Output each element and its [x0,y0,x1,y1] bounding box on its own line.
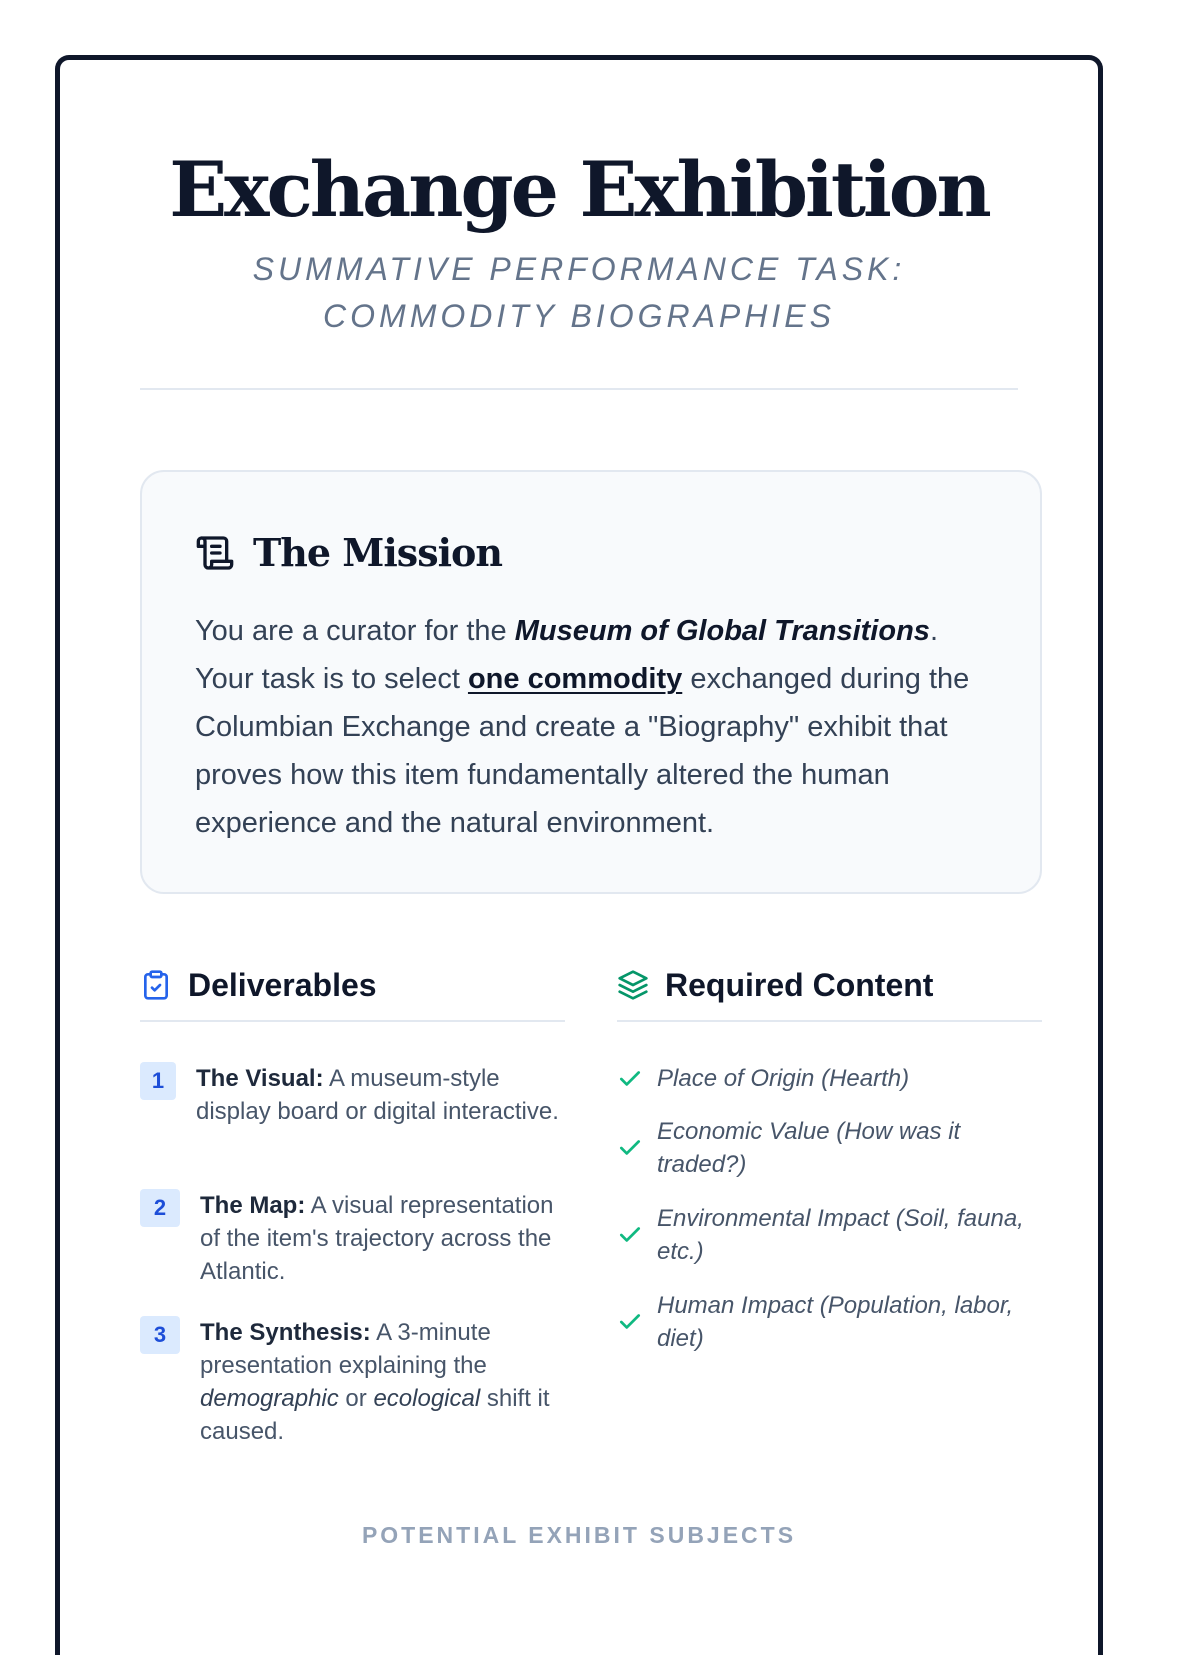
required-item: Human Impact (Population, labor, diet) [657,1292,1014,1352]
museum-name: Museum of Global Transitions [514,615,930,647]
commodity-emphasis: one commodity [467,663,683,695]
deliverable-desc: A 3-minute presentation explaining the [200,1319,491,1379]
layers-icon [617,969,649,1001]
deliverables-section [140,960,565,1445]
deliverable-desc: A museum-style display board or digital interactive. [196,1065,559,1125]
deliverable-text [200,1189,565,1288]
required-item: Environmental Impact (Soil, fauna, etc.) [657,1205,1024,1265]
required-content-header [617,960,1042,1022]
required-content-section [617,960,1042,1352]
deliverable-emphasis: demographic [200,1385,339,1412]
deliverable-label: The Visual: [196,1065,324,1092]
required-item: Economic Value (How was it traded?) [657,1118,961,1178]
page-title: Exchange Exhibition [169,145,989,234]
mission-heading: The Mission [253,530,503,575]
exhibit-subjects-label: POTENTIAL EXHIBIT SUBJECTS [361,1522,797,1548]
step-number: 3 [140,1316,180,1354]
page-subtitle: SUMMATIVE PERFORMANCE TASK: COMMODITY BIOGRAPHIES [252,251,906,334]
clipboard-check-icon [140,969,172,1001]
deliverable-text [196,1062,565,1128]
check-icon [617,1309,643,1335]
required-item: Place of Origin (Hearth) [657,1065,910,1092]
deliverable-desc: shift it caused. [200,1385,550,1445]
list-item [140,1316,565,1448]
scroll-icon [195,533,235,573]
deliverable-text [200,1316,565,1448]
list-item [140,1062,565,1128]
list-item [617,1115,1042,1181]
check-icon [617,1066,643,1092]
deliverable-emphasis: ecological [373,1385,481,1412]
mission-panel [140,470,1042,894]
step-number: 2 [140,1189,180,1227]
check-icon [617,1135,643,1161]
mission-header [195,530,502,575]
deliverable-label: The Synthesis: [200,1319,371,1346]
list-item [140,1189,565,1288]
deliverables-header [140,960,565,1022]
check-icon [617,1222,643,1248]
deliverable-label: The Map: [200,1192,306,1219]
list-item [617,1289,1042,1355]
mission-text [195,607,990,847]
deliverables-heading: Deliverables [188,966,377,1003]
exhibit-card [55,55,1103,1655]
required-content-heading: Required Content [665,966,934,1003]
deliverable-desc: A visual representation of the item's trajectory across the Atlantic. [200,1192,554,1285]
mission-text-part: You are a curator for the [195,615,515,647]
step-number: 1 [140,1062,176,1100]
mission-text-part: . Your task is to select [195,615,938,695]
mission-text-part: exchanged during the Columbian Exchange and create a "Biography" exhibit that proves how this item fundamentally altered the human experience and the natural environment. [195,663,970,839]
list-item [617,1062,1042,1095]
deliverable-desc: or [338,1385,374,1412]
list-item [617,1202,1042,1268]
header-divider [140,388,1018,390]
